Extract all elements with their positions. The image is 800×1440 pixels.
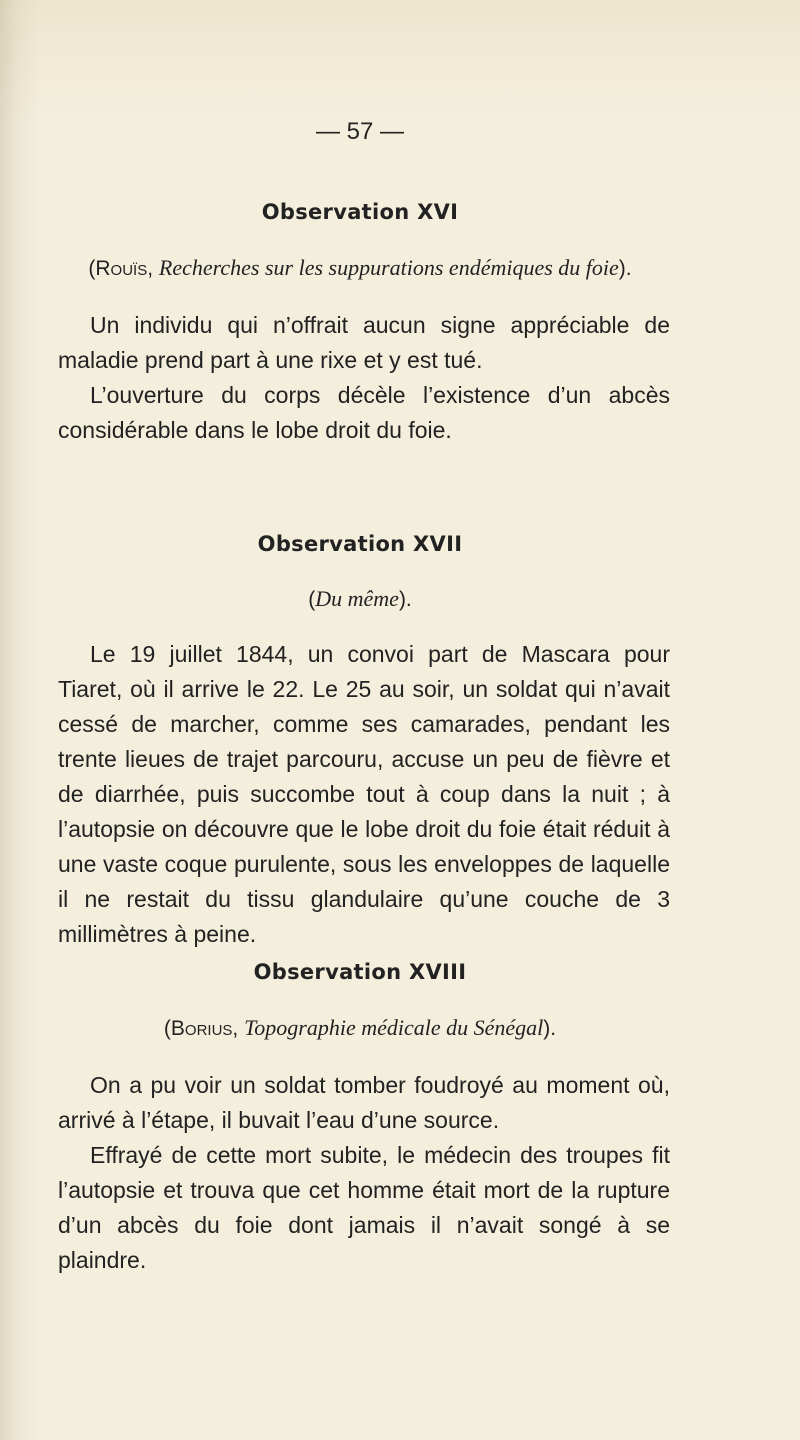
- observation-title: Observation XVI: [261, 200, 459, 224]
- observation-title: Observation XVIII: [253, 960, 467, 984]
- paragraph: On a pu voir un soldat tomber foudroyé au moment où, arrivé à l’étape, il buvait l’eau d’une source.: [58, 1072, 670, 1133]
- source-work: Recherches sur les suppurations endémiques du foie: [158, 255, 619, 280]
- paragraph: Le 19 juillet 1844, un convoi part de Mascara pour Tiaret, où il arrive le 22. Le 25 au soir, un soldat qui n’avait cessé de marcher, comme ses camarades, pendant les trente lieues de trajet parcouru, accuse un peu de fièvre et de diarrhée, puis succombe tout à coup dans la nuit ; à l’autopsie on découvre que le lobe droit du foie était réduit à une vaste coque purulente, sous les enveloppes de laquelle il ne restait du tissu glandulaire qu’une couche de 3 millimètres à peine.: [58, 641, 670, 947]
- paragraph: Un individu qui n’offrait aucun signe appréciable de maladie prend part à une rixe et y est tué.: [58, 312, 670, 373]
- observation-source: (Du même).: [308, 586, 412, 611]
- observation-source: (Borius, Topographie médicale du Sénégal).: [163, 1015, 557, 1040]
- source-author: Borius: [170, 1017, 233, 1040]
- page-number: — 57 —: [315, 118, 405, 145]
- paragraph: L’ouverture du corps décèle l’existence d’un abcès considérable dans le lobe droit du foie.: [58, 382, 670, 443]
- source-work: Topographie médicale du Sénégal: [244, 1015, 544, 1040]
- observation-title: Observation XVII: [257, 532, 463, 556]
- observation-source: (Rouïs, Recherches sur les suppurations endémiques du foie).: [88, 255, 632, 280]
- paragraph: Effrayé de cette mort subite, le médecin des troupes fit l’autopsie et trouva que cet homme était mort de la rupture d’un abcès du foie dont jamais il n’avait songé à se plaindre.: [58, 1142, 670, 1273]
- source-work: Du même: [315, 586, 399, 611]
- source-author: Rouïs: [95, 257, 148, 280]
